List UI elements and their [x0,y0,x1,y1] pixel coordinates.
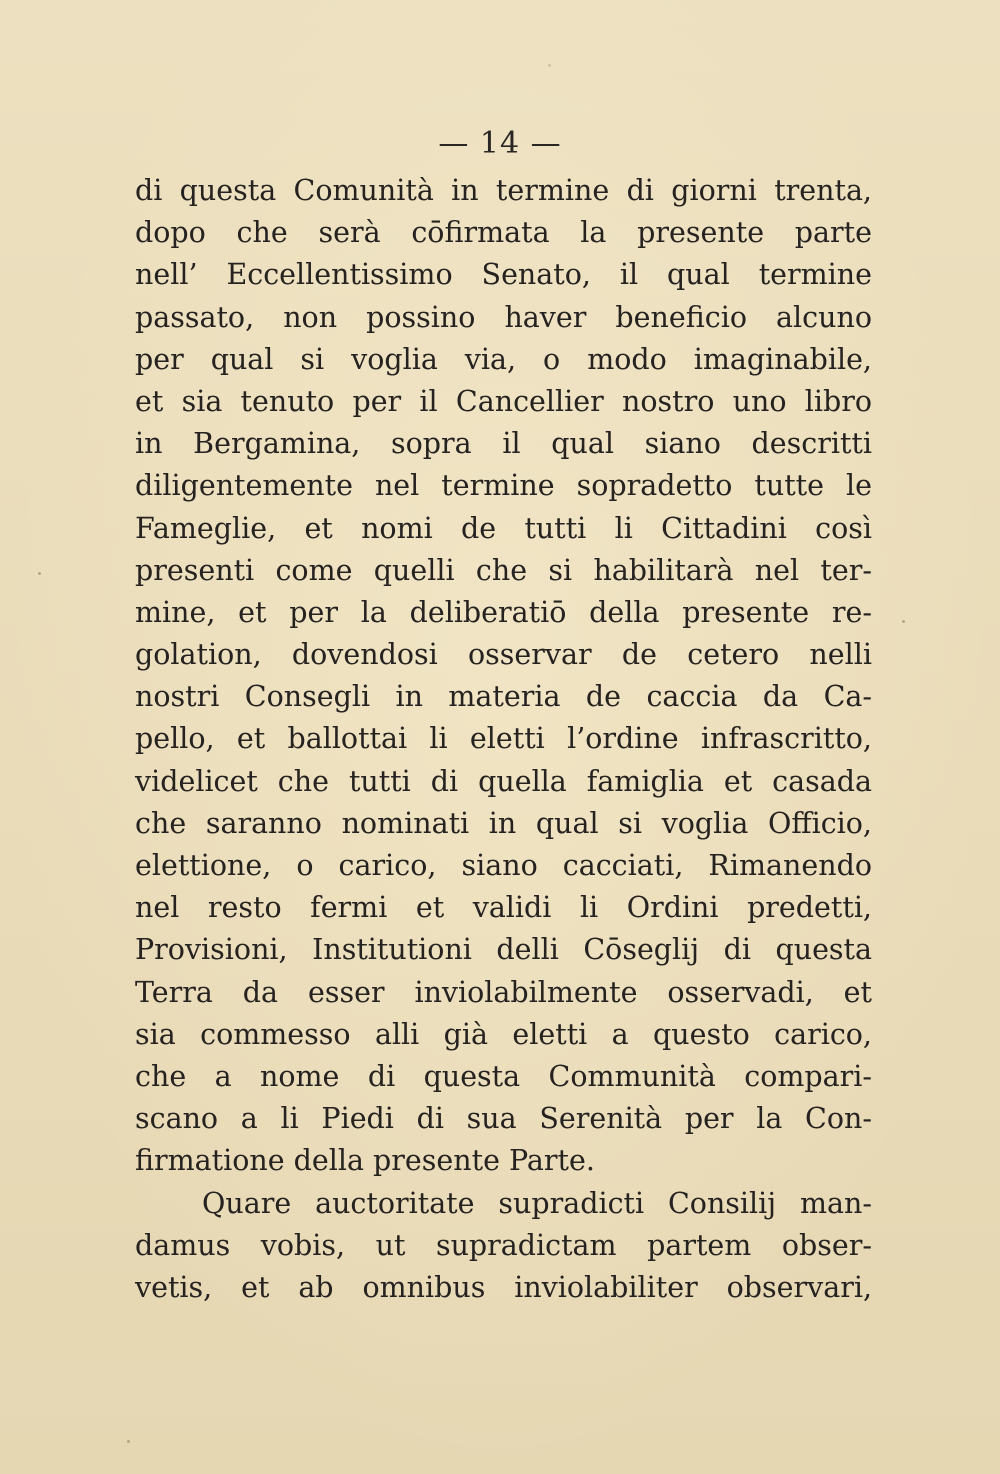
paper-speck [548,64,551,67]
text-line: mine, et per la deliberatiō della presente re- [135,595,872,629]
text-line: Quare auctoritate supradicti Consilij man- [202,1186,872,1220]
text-line: vetis, et ab omnibus inviolabiliter observari, [135,1270,872,1304]
text-line: che saranno nominati in qual si voglia Officio, [135,806,872,840]
text-line: firmatione della presente Parte. [135,1144,595,1178]
text-line: per qual si voglia via, o modo imaginabile, [135,342,872,376]
text-line: nostri Consegli in materia de caccia da Ca- [135,680,872,714]
text-line: diligentemente nel termine sopradetto tutte le [135,469,872,503]
text-line: sia commesso alli già eletti a questo carico, [135,1017,872,1051]
text-line: in Bergamina, sopra il qual siano descritti [135,427,872,461]
body-text [135,170,872,1309]
text-line: presenti come quelli che si habilitarà nel ter- [135,553,872,587]
text-line: Fameglie, et nomi de tutti li Cittadini così [135,511,872,545]
text-line: pello, et ballottai li eletti l’ordine infrascritto, [135,722,872,756]
text-line: di questa Comunità in termine di giorni trenta, [135,174,872,207]
text-line: nell’ Eccellentissimo Senato, il qual termine [135,258,872,292]
page-number: — 14 — [438,126,562,161]
text-line: Terra da esser inviolabilmente osservadi, et [135,975,872,1009]
paper-speck [127,1440,130,1443]
text-line: videlicet che tutti di quella famiglia et casada [135,764,872,798]
paper-speck [902,620,905,623]
text-line: nel resto fermi et validi li Ordini predetti, [135,891,872,925]
text-line: passato, non possino haver beneficio alcuno [135,300,872,334]
text-line: Provisioni, Institutioni delli Cōseglij di questa [135,933,872,967]
text-line: elettione, o carico, siano cacciati, Rimanendo [135,849,872,882]
text-line: che a nome di questa Communità compari- [135,1059,872,1093]
text-line: damus vobis, ut supradictam partem obser- [135,1228,872,1262]
paper-speck [38,572,41,575]
text-line: golation, dovendosi osservar de cetero nelli [135,638,872,672]
text-line: dopo che serà cōfirmata la presente parte [135,216,872,250]
text-line: scano a li Piedi di sua Serenità per la Con- [135,1102,872,1136]
text-line: et sia tenuto per il Cancellier nostro uno libro [135,384,872,418]
